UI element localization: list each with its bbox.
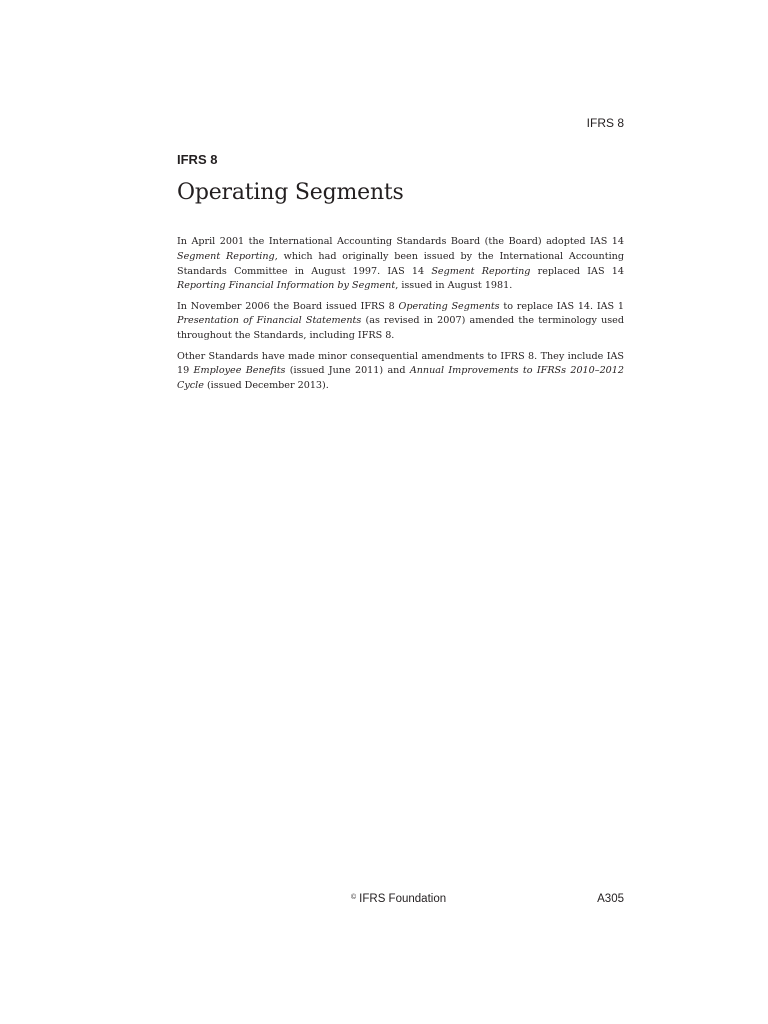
italic-title-text: Segment Reporting [177, 250, 275, 262]
italic-title-text: Reporting Financial Information by Segment [177, 280, 396, 292]
text-run: to replace IAS 14. IAS 1 [499, 300, 624, 312]
running-header: IFRS 8 [586, 116, 624, 130]
page-title: Operating Segments [177, 180, 404, 205]
paragraph [177, 350, 624, 394]
paragraph [177, 300, 624, 344]
page-number: A305 [597, 893, 624, 905]
footer-organization: IFRS Foundation [359, 893, 447, 905]
italic-title-text: Presentation of Financial Statements [177, 315, 362, 327]
footer-copyright [351, 893, 446, 905]
text-run: , issued in August 1981. [395, 280, 513, 292]
text-run: Other Standards have made minor consequential amendments to IFRS 8. They include IAS 19 [177, 350, 624, 377]
text-run: In April 2001 the International Accounting Standards Board (the Board) adopted IAS 14 [177, 236, 624, 247]
text-run: (issued June 2011) and [285, 365, 410, 377]
text-run: (issued December 2013). [203, 380, 329, 392]
copyright-symbol: © [351, 894, 357, 901]
introduction-text [177, 235, 624, 399]
italic-title-text: Employee Benefits [193, 365, 286, 377]
italic-title-text: Operating Segments [398, 300, 500, 312]
text-run: In November 2006 the Board issued IFRS 8 [177, 300, 399, 312]
italic-title-text: Annual Improvements to IFRSs 2010–2012 Cycle [177, 365, 624, 392]
italic-title-text: Segment Reporting [431, 265, 531, 277]
text-run: (as revised in 2007) amended the terminology used throughout the Standards, including IFRS 8. [177, 315, 625, 342]
text-run: , which had originally been issued by the International Accounting Standards Committee in August 1997. IAS 14 [177, 250, 624, 277]
paragraph [177, 235, 624, 294]
text-run: replaced IAS 14 [530, 265, 624, 277]
standard-id: IFRS 8 [177, 152, 218, 167]
